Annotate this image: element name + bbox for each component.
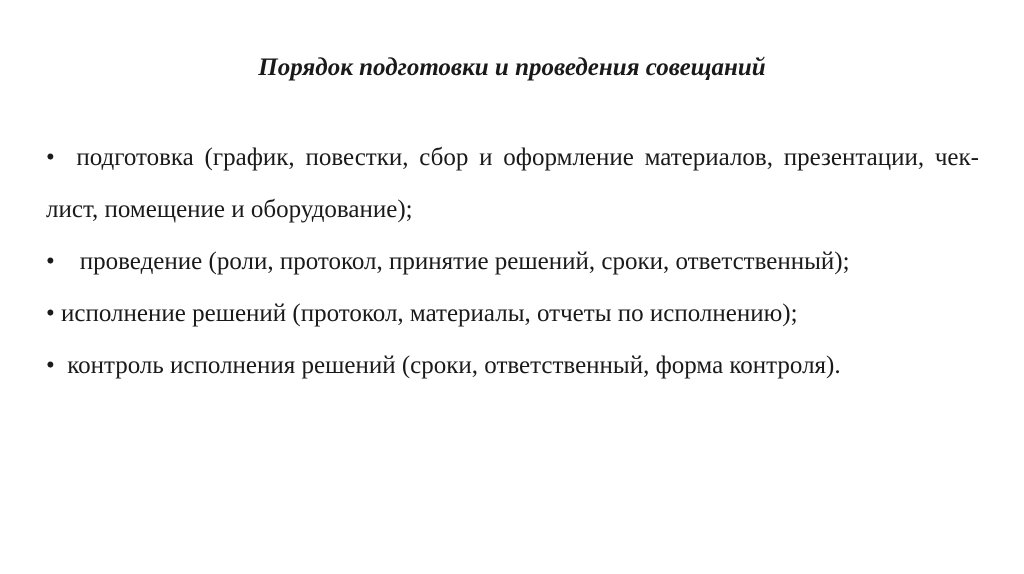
list-item [46,288,979,340]
bullet-marker: • [46,144,55,171]
list-item [46,132,979,236]
slide-title: Порядок подготовки и проведения совещаний [258,54,766,81]
list-item-text: подготовка (график, повестки, сбор и оформление материалов, презентации, чек-лист, помещение и оборудование); [46,144,980,223]
list-item [46,236,979,288]
list-item [46,340,979,392]
list-item-text: контроль исполнения решений (сроки, ответственный, форма контроля). [67,352,841,379]
bullet-list [46,132,979,392]
bullet-marker: • [46,248,55,275]
bullet-marker: • [46,300,55,327]
bullet-marker: • [46,352,55,379]
list-item-text: проведение (роли, протокол, принятие решений, сроки, ответственный); [79,248,850,275]
list-item-text: исполнение решений (протокол, материалы, отчеты по исполнению); [61,300,798,327]
